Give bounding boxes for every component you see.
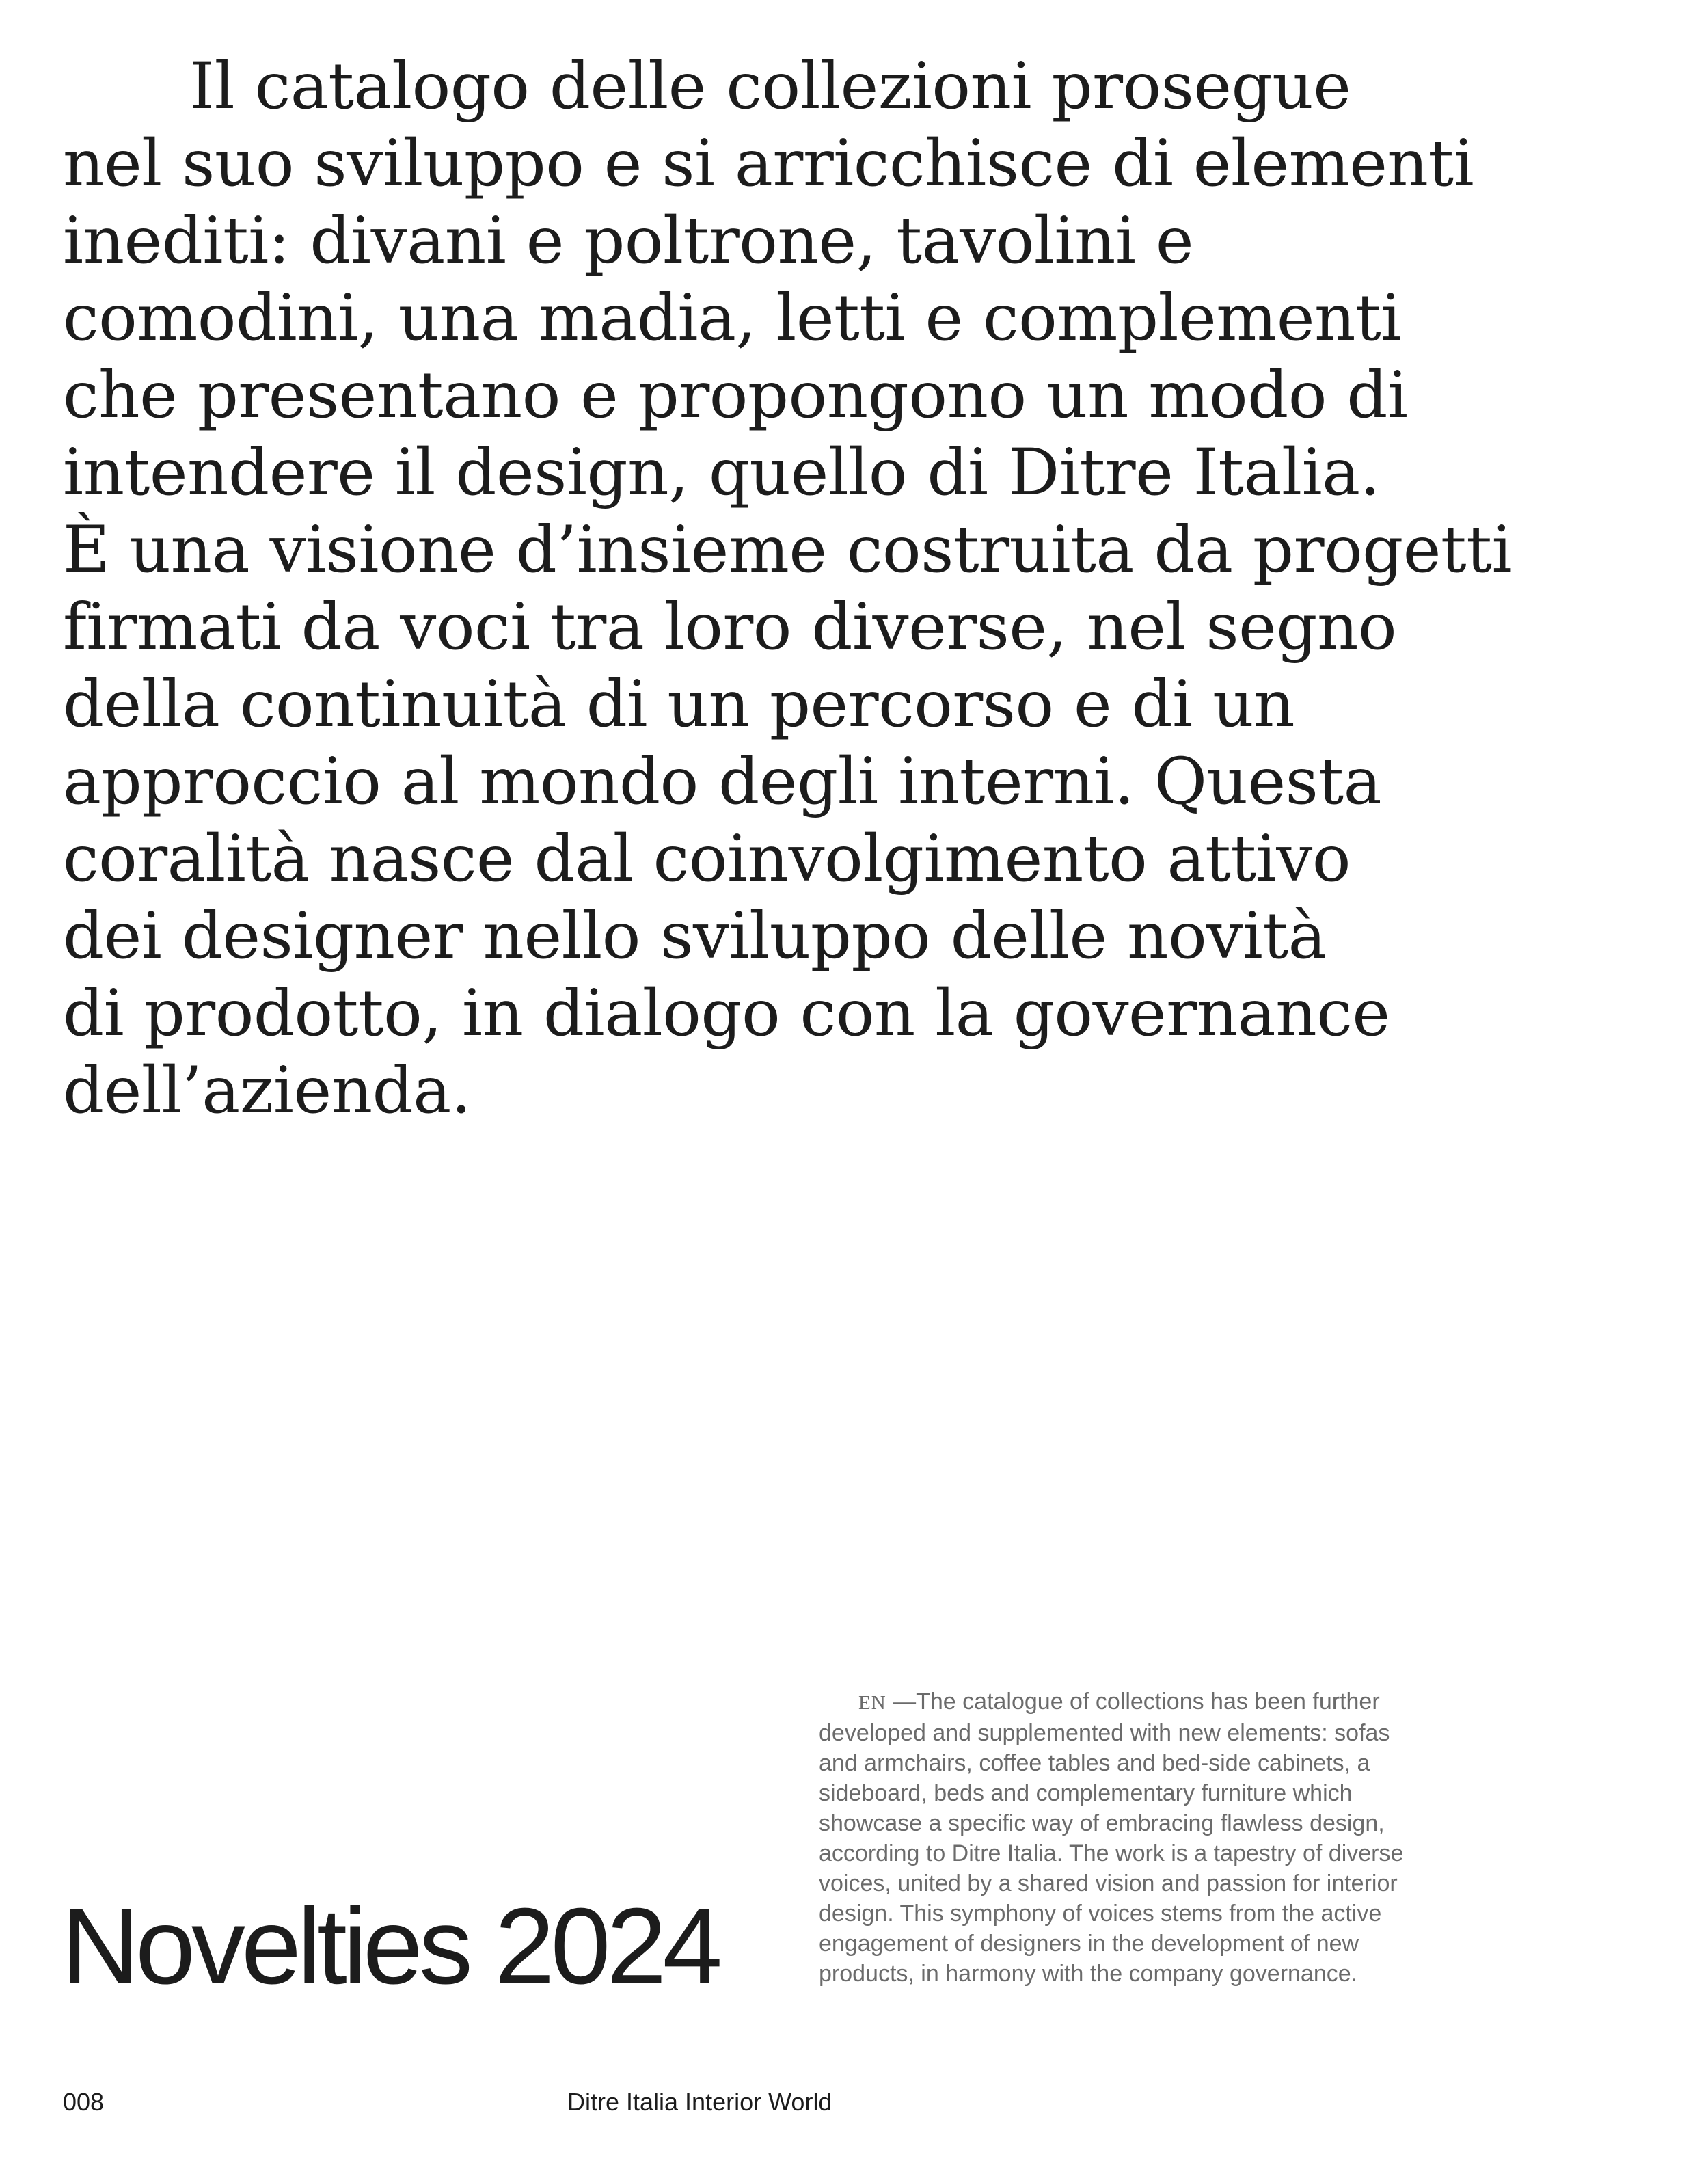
- italian-text-line: comodini, una madia, letti e complementi: [63, 281, 1401, 355]
- english-text-line: engagement of designers in the development of new: [819, 1931, 1359, 1957]
- english-body-text: [819, 1687, 1605, 1989]
- english-text-line: products, in harmony with the company governance.: [819, 1961, 1358, 1987]
- italian-text-line: È una visione d’insieme costruita da progetti: [63, 513, 1513, 587]
- language-tag: EN: [858, 1692, 886, 1714]
- italian-text-line: della continuità di un percorso e di un: [63, 667, 1295, 742]
- publication-title: Ditre Italia Interior World: [567, 2088, 832, 2116]
- italian-text-line: che presentano e propongono un modo di: [63, 358, 1408, 433]
- english-text-line: and armchairs, coffee tables and bed-side cabinets, a: [819, 1750, 1370, 1776]
- italian-text-line: dell’azienda.: [63, 1054, 472, 1128]
- italian-text-line: nel suo sviluppo e si arricchisce di elementi: [63, 126, 1474, 201]
- italian-text-line: coralità nasce dal coinvolgimento attivo: [63, 822, 1351, 896]
- italian-text-line: di prodotto, in dialogo con la governance: [63, 976, 1390, 1051]
- page-number: 008: [63, 2088, 105, 2116]
- english-text-line: showcase a specific way of embracing flawless design,: [819, 1810, 1385, 1836]
- italian-text-line: intendere il design, quello di Ditre Italia.: [63, 435, 1381, 510]
- italian-body-text: [63, 48, 1649, 1129]
- italian-text-line: Il catalogo delle collezioni prosegue: [189, 49, 1351, 124]
- italian-text-line: inediti: divani e poltrone, tavolini e: [63, 204, 1194, 278]
- english-text-line: developed and supplemented with new elements: sofas: [819, 1720, 1390, 1746]
- english-text-line: [819, 1687, 1605, 1718]
- italian-text-line: firmati da voci tra loro diverse, nel segno: [63, 590, 1397, 665]
- section-title: Novelties 2024: [62, 1886, 719, 2007]
- english-text-line: voices, united by a shared vision and passion for interior: [819, 1870, 1398, 1896]
- italian-text-line: approccio al mondo degli interni. Questa: [63, 744, 1382, 819]
- italian-text-line: dei designer nello sviluppo delle novità: [63, 899, 1327, 974]
- english-text-line: sideboard, beds and complementary furniture which: [819, 1780, 1353, 1806]
- english-text-line: according to Ditre Italia. The work is a tapestry of diverse: [819, 1840, 1404, 1866]
- english-text-segment: —The catalogue of collections has been further: [893, 1689, 1380, 1715]
- english-text-line: design. This symphony of voices stems from the active: [819, 1901, 1382, 1927]
